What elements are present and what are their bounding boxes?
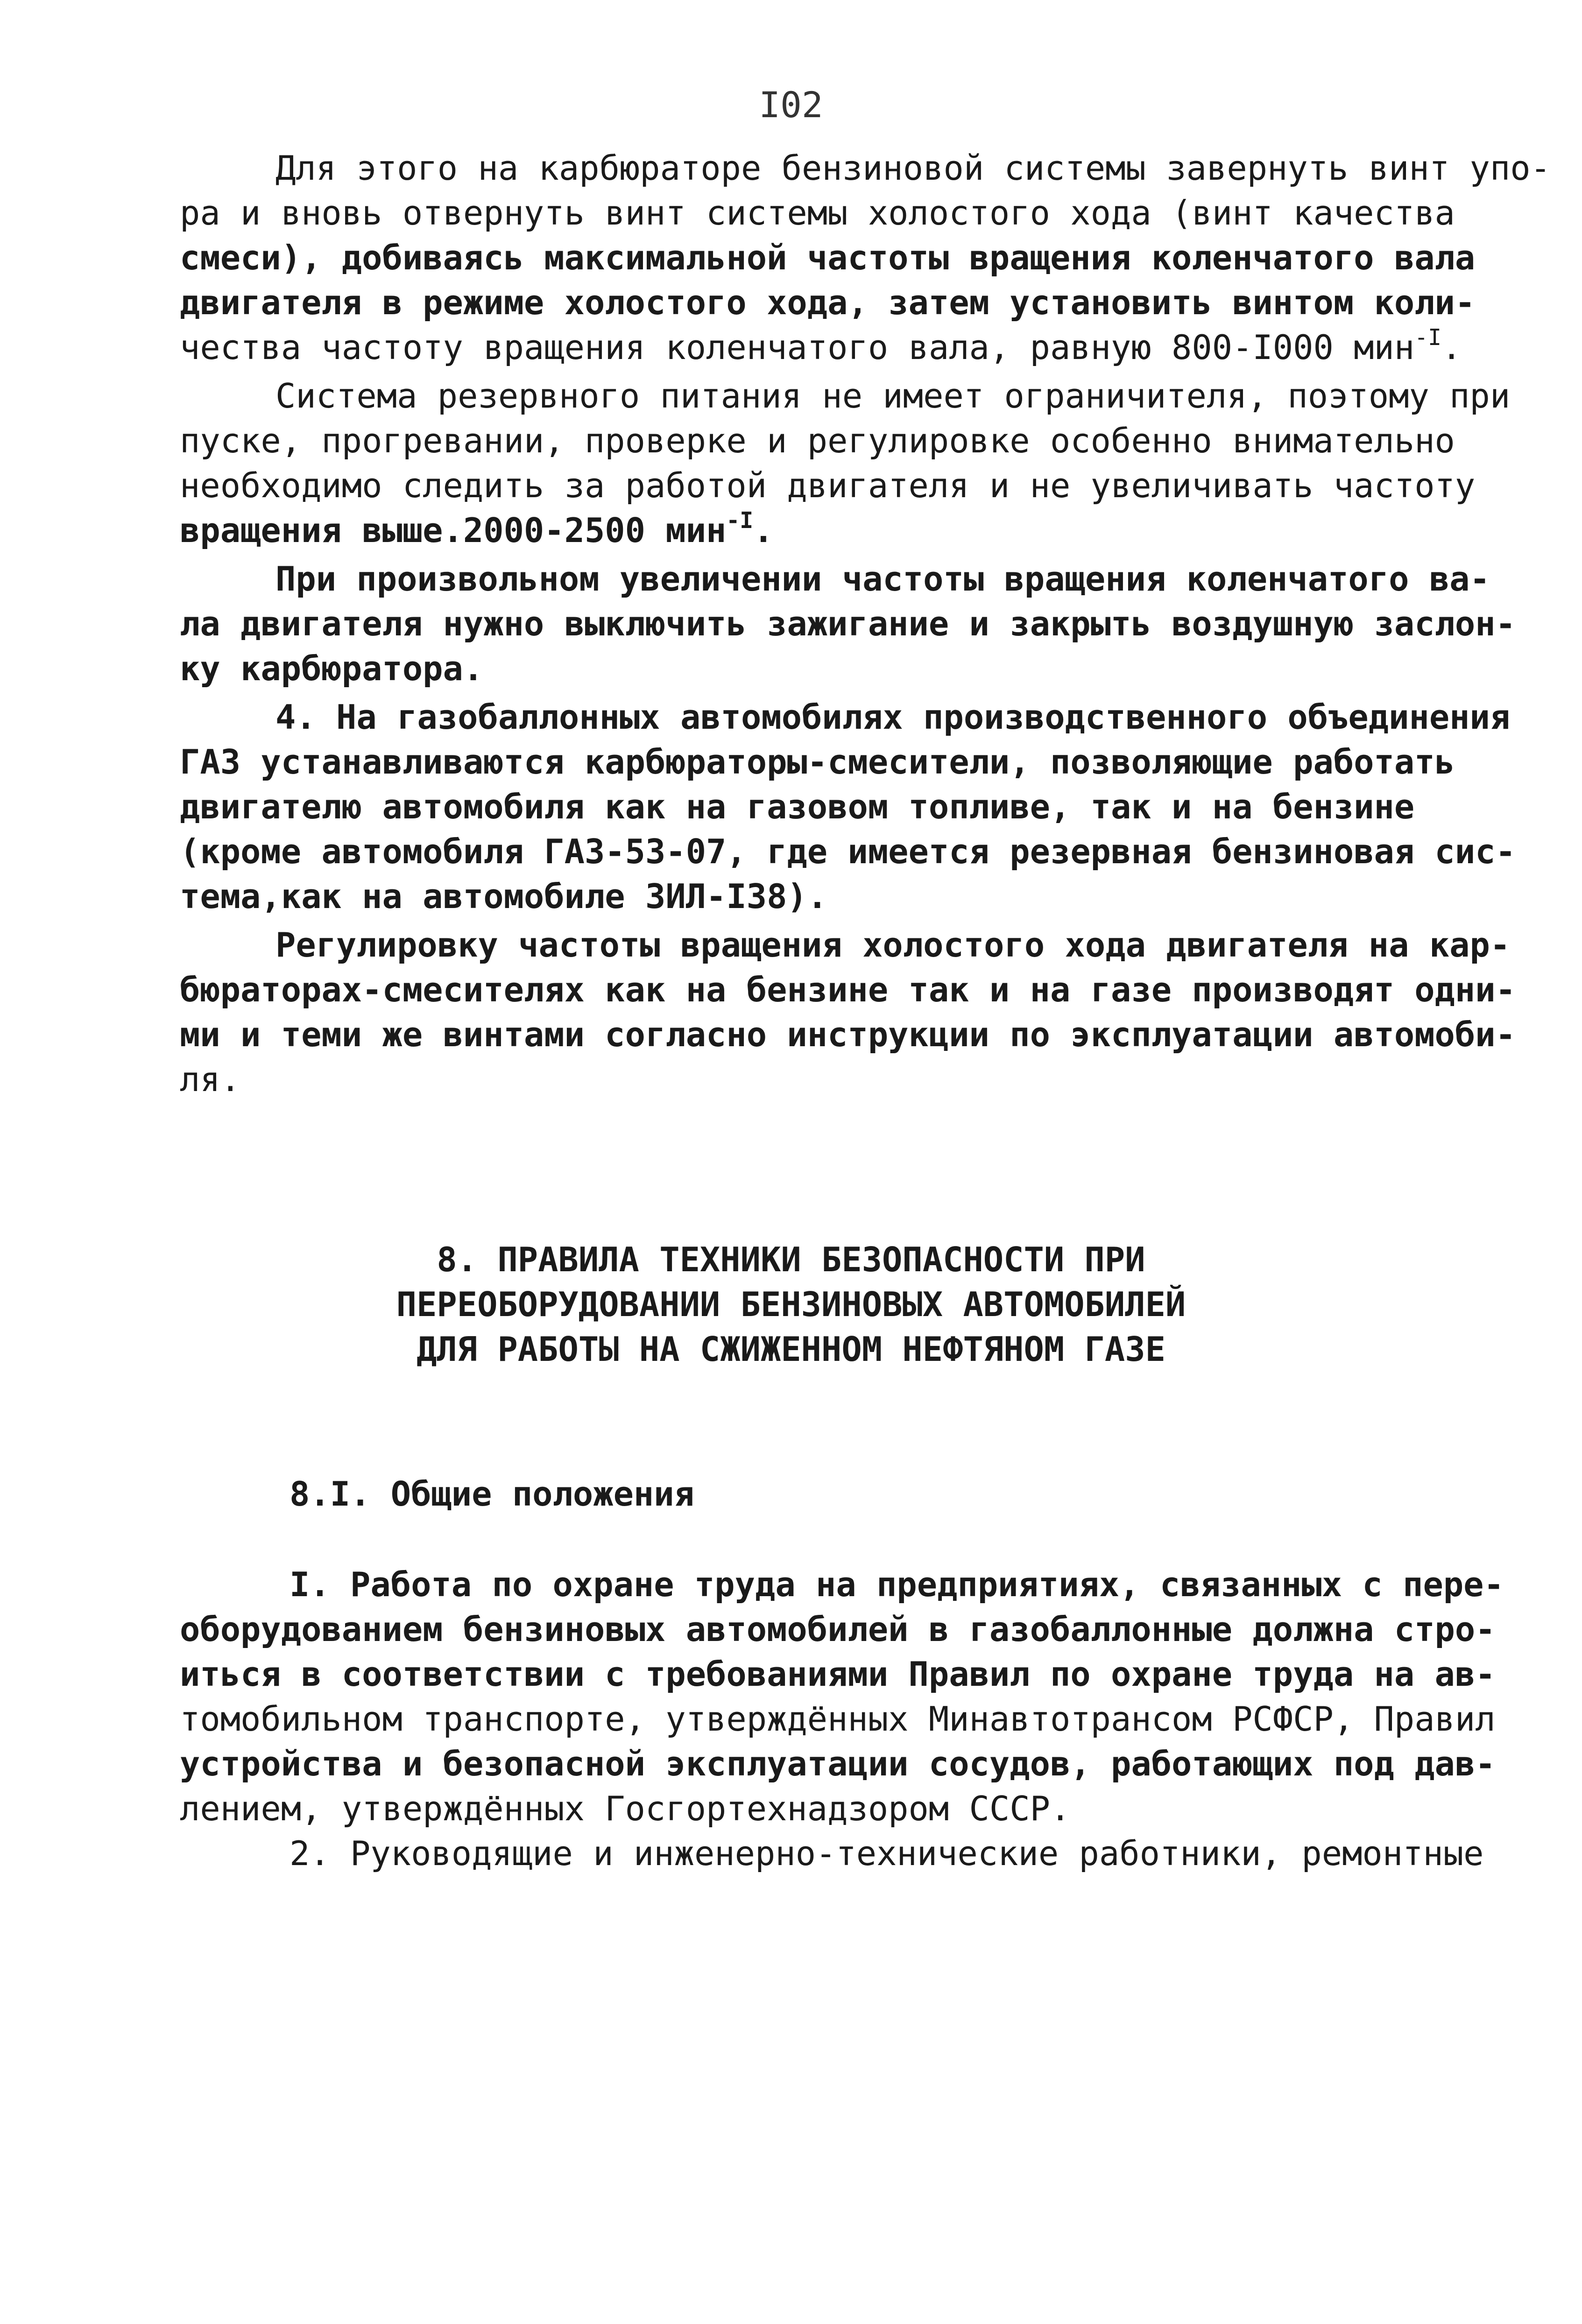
text-line: томобильном транспорте, утверждённых Минавтотрансом РСФСР, Правил bbox=[180, 1699, 1496, 1739]
text-line: (кроме автомобиля ГАЗ-53-07, где имеется резервная бензиновая сис- bbox=[180, 832, 1516, 871]
text-line: пуске, прогревании, проверке и регулировке особенно внимательно bbox=[180, 421, 1455, 460]
text-span: . bbox=[1441, 328, 1462, 367]
superscript: -I bbox=[726, 507, 754, 534]
text-span: вращения выше.2000-2500 мин bbox=[180, 511, 727, 550]
superscript: -I bbox=[1414, 324, 1442, 351]
text-line: I. Работа по охране труда на предприятиях, связанных с пере- bbox=[290, 1565, 1504, 1604]
text-line bbox=[180, 508, 774, 553]
text-line: тема,как на автомобиле ЗИЛ-I38). bbox=[180, 877, 828, 916]
text-line: лением, утверждённых Госгортехнадзором СССР. bbox=[180, 1789, 1071, 1828]
text-line: При произвольном увеличении частоты вращения коленчатого ва- bbox=[275, 559, 1490, 599]
text-line: ГАЗ устанавливаются карбюраторы-смесители, позволяющие работать bbox=[180, 742, 1455, 782]
text-line: иться в соответствии с требованиями Правил по охране труда на ав- bbox=[180, 1655, 1496, 1694]
text-line: Для этого на карбюраторе бензиновой системы завернуть винт упо- bbox=[275, 148, 1551, 188]
text-line: Регулировку частоты вращения холостого хода двигателя на кар- bbox=[275, 925, 1511, 965]
heading-line: ПЕРЕОБОРУДОВАНИИ БЕНЗИНОВЫХ АВТОМОБИЛЕЙ bbox=[396, 1285, 1186, 1324]
heading-line: ДЛЯ РАБОТЫ НА СЖИЖЕННОМ НЕФТЯНОМ ГАЗЕ bbox=[417, 1330, 1165, 1369]
text-line: оборудованием бензиновых автомобилей в газобаллонные должна стро- bbox=[180, 1610, 1496, 1649]
subsection-heading: 8.I. Общие положения bbox=[290, 1474, 694, 1514]
text-line: бюраторах-смесителях как на бензине так и на газе производят одни- bbox=[180, 970, 1516, 1009]
page-number: I02 bbox=[759, 84, 823, 126]
text-line bbox=[180, 325, 1462, 370]
heading-line: 8. ПРАВИЛА ТЕХНИКИ БЕЗОПАСНОСТИ ПРИ bbox=[437, 1240, 1145, 1279]
text-line: 2. Руководящие и инженерно-технические работники, ремонтные bbox=[290, 1834, 1484, 1873]
text-span: . bbox=[753, 511, 774, 550]
text-line: необходимо следить за работой двигателя и не увеличивать частоту bbox=[180, 466, 1476, 505]
text-line: ку карбюратора. bbox=[180, 649, 484, 688]
text-line: ми и теми же винтами согласно инструкции по эксплуатации автомоби- bbox=[180, 1015, 1516, 1054]
text-line: ра и вновь отвернуть винт системы холостого хода (винт качества bbox=[180, 193, 1455, 232]
text-line: 4. На газобаллонных автомобилях производственного объединения bbox=[275, 697, 1511, 737]
text-line: Система резервного питания не имеет ограничителя, поэтому при bbox=[275, 376, 1511, 416]
text-line: смеси), добиваясь максимальной частоты вращения коленчатого вала bbox=[180, 238, 1476, 277]
text-span: чества частоту вращения коленчатого вала, равную 800-I000 мин bbox=[180, 328, 1415, 367]
text-line: ла двигателя нужно выключить зажигание и закрыть воздушную заслон- bbox=[180, 604, 1516, 643]
text-line: ля. bbox=[180, 1060, 241, 1099]
text-line: двигателю автомобиля как на газовом топливе, так и на бензине bbox=[180, 787, 1415, 826]
text-line: устройства и безопасной эксплуатации сосудов, работающих под дав- bbox=[180, 1744, 1496, 1783]
text-line: двигателя в режиме холостого хода, затем установить винтом коли- bbox=[180, 283, 1476, 322]
